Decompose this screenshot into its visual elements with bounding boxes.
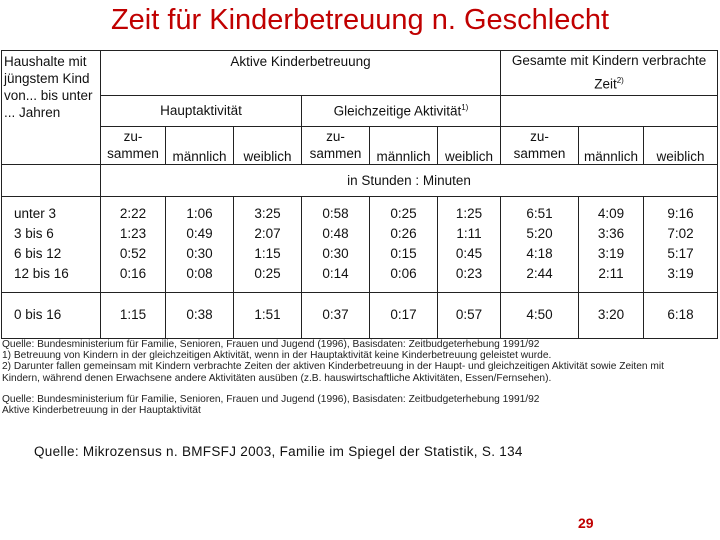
group-header-active: Aktive Kinderbetreuung — [101, 51, 501, 96]
page-number: 29 — [578, 515, 594, 531]
col-header-total-concurrent: zu- sammen — [302, 126, 370, 164]
group-header-total: Gesamte mit Kindern verbrachte Zeit$^{2)}$ — [501, 51, 718, 96]
col-header-male-main: männlich — [166, 126, 234, 164]
col-header-total-all: zu- sammen — [501, 126, 579, 164]
footnote-2: 2) Darunter fallen gemeinsam mit Kindern verbrachte Zeiten der aktiven Kinderbetreuung in der Haupt- und gleichzeitigen Aktivität sowie Zeiten mit — [2, 361, 664, 373]
footnote-2-cont: Kindern, während denen Erwachsene andere Aktivitäten ausüben (z.B. hauswirtschaftliche Aktivitäten, Essen/Fernsehen). — [2, 372, 552, 384]
footnote-1: 1) Betreuung von Kindern in der gleichzeitigen Aktivität, wenn in der Hauptaktivität keine Kinderbetreuung geleistet wurde. — [2, 350, 552, 362]
column-values: 0:58 0:48 0:30 0:14 — [302, 196, 370, 292]
col-header-male-concurrent: männlich — [370, 126, 438, 164]
column-values: 1:25 1:11 0:45 0:23 — [438, 196, 501, 292]
col-header-total-main: zu- sammen — [101, 126, 166, 164]
source-citation: Quelle: Mikrozensus n. BMFSFJ 2003, Familie im Spiegel der Statistik, S. 134 — [34, 444, 523, 459]
column-values: 4:09 3:36 3:19 2:11 — [579, 196, 644, 292]
footnote-source-2: Quelle: Bundesministerium für Familie, Senioren, Frauen und Jugend (1996), Basisdaten: Zeitbudgeterhebung 1991/92 — [2, 393, 540, 405]
stub-header: Haushalte mit jüngstem Kind von... bis unter ... Jahren — [2, 51, 101, 165]
col-header-male-all: männlich — [579, 126, 644, 164]
childcare-time-table — [1, 50, 718, 339]
col-header-female-all: weiblich — [644, 126, 718, 164]
unit-row: in Stunden : Minuten — [101, 164, 718, 196]
column-values: 3:25 2:07 1:15 0:25 — [234, 196, 302, 292]
slide-title: Zeit für Kinderbetreuung n. Geschlecht — [110, 4, 610, 36]
column-values: 6:51 5:20 4:18 2:44 — [501, 196, 579, 292]
col-header-female-main: weiblich — [234, 126, 302, 164]
footnotes — [2, 339, 718, 416]
footnote-note: Aktive Kinderbetreuung in der Hauptaktivität — [2, 405, 201, 417]
subheader-main-activity: Hauptaktivität — [101, 95, 302, 126]
column-values: 0:25 0:26 0:15 0:06 — [370, 196, 438, 292]
total-row: 0 bis 16 1:15 0:38 1:51 0:37 0:17 0:57 4:50 3:20 6:18 — [2, 292, 718, 338]
row-labels: unter 3 3 bis 6 6 bis 12 12 bis 16 — [2, 196, 101, 292]
column-values: 9:16 7:02 5:17 3:19 — [644, 196, 718, 292]
table-body — [2, 196, 718, 292]
footnote-source-1: Quelle: Bundesministerium für Familie, Senioren, Frauen und Jugend (1996), Basisdaten: Zeitbudgeterhebung 1991/92 — [2, 339, 540, 350]
subheader-concurrent-activity: Gleichzeitige Aktivität$^{1)}$ — [302, 95, 501, 126]
column-values: 2:22 1:23 0:52 0:16 — [101, 196, 166, 292]
col-header-female-concurrent: weiblich — [438, 126, 501, 164]
column-values: 1:06 0:49 0:30 0:08 — [166, 196, 234, 292]
